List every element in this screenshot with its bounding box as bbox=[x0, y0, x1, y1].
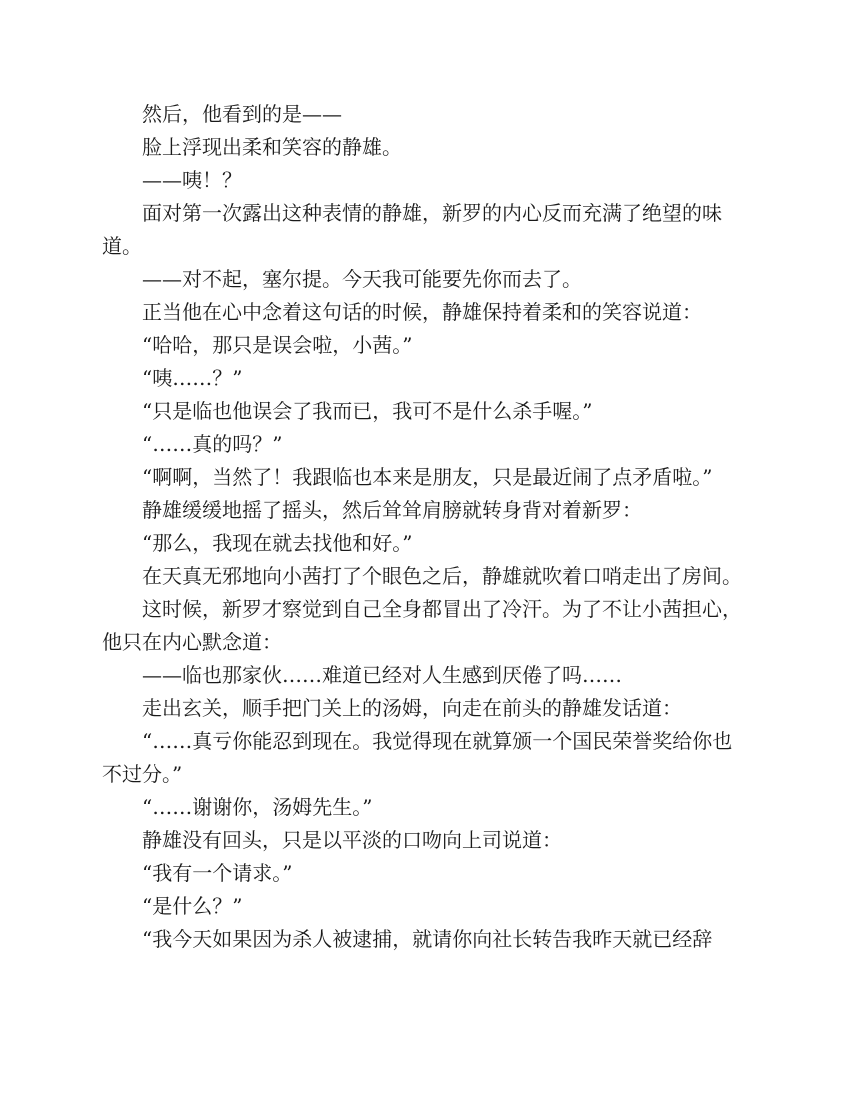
paragraph: ——临也那家伙……难道已经对人生感到厌倦了吗…… bbox=[142, 663, 622, 687]
paragraph: 走出玄关，顺手把门关上的汤姆，向走在前头的静雄发话道： bbox=[142, 696, 682, 720]
paragraph: “是什么？” bbox=[142, 894, 243, 918]
paragraph: “……真的吗？” bbox=[142, 432, 283, 456]
paragraph: 在天真无邪地向小茜打了个眼色之后，静雄就吹着口哨走出了房间。 bbox=[142, 564, 742, 588]
paragraph: 然后，他看到的是—— bbox=[142, 102, 342, 126]
paragraph: “……谢谢你，汤姆先生。” bbox=[142, 795, 373, 819]
body-text bbox=[102, 98, 752, 956]
paragraph: 这时候，新罗才察觉到自己全身都冒出了冷汗。为了不让小茜担心，他只在内心默念道： bbox=[102, 597, 742, 654]
paragraph: 静雄没有回头，只是以平淡的口吻向上司说道： bbox=[142, 828, 562, 852]
paragraph: “只是临也他误会了我而已，我可不是什么杀手喔。” bbox=[142, 399, 593, 423]
paragraph: “那么，我现在就去找他和好。” bbox=[142, 531, 413, 555]
paragraph: ——对不起，塞尔提。今天我可能要先你而去了。 bbox=[142, 267, 582, 291]
paragraph: 正当他在心中念着这句话的时候，静雄保持着柔和的笑容说道： bbox=[142, 300, 702, 324]
paragraph: 静雄缓缓地摇了摇头，然后耸耸肩膀就转身背对着新罗： bbox=[142, 498, 642, 522]
paragraph: “我今天如果因为杀人被逮捕，就请你向社长转告我昨天就已经辞 bbox=[142, 927, 713, 951]
paragraph: “啊啊，当然了！我跟临也本来是朋友，只是最近闹了点矛盾啦。” bbox=[142, 465, 713, 489]
paragraph: “咦……？” bbox=[142, 366, 243, 390]
paragraph: “我有一个请求。” bbox=[142, 861, 293, 885]
paragraph: 脸上浮现出柔和笑容的静雄。 bbox=[142, 135, 402, 159]
paragraph: ——咦！？ bbox=[142, 168, 242, 192]
paragraph: “哈哈，那只是误会啦，小茜。” bbox=[142, 333, 413, 357]
paragraph: “……真亏你能忍到现在。我觉得现在就算颁一个国民荣誉奖给你也不过分。” bbox=[102, 729, 733, 786]
paragraph: 面对第一次露出这种表情的静雄，新罗的内心反而充满了绝望的味道。 bbox=[102, 201, 722, 258]
